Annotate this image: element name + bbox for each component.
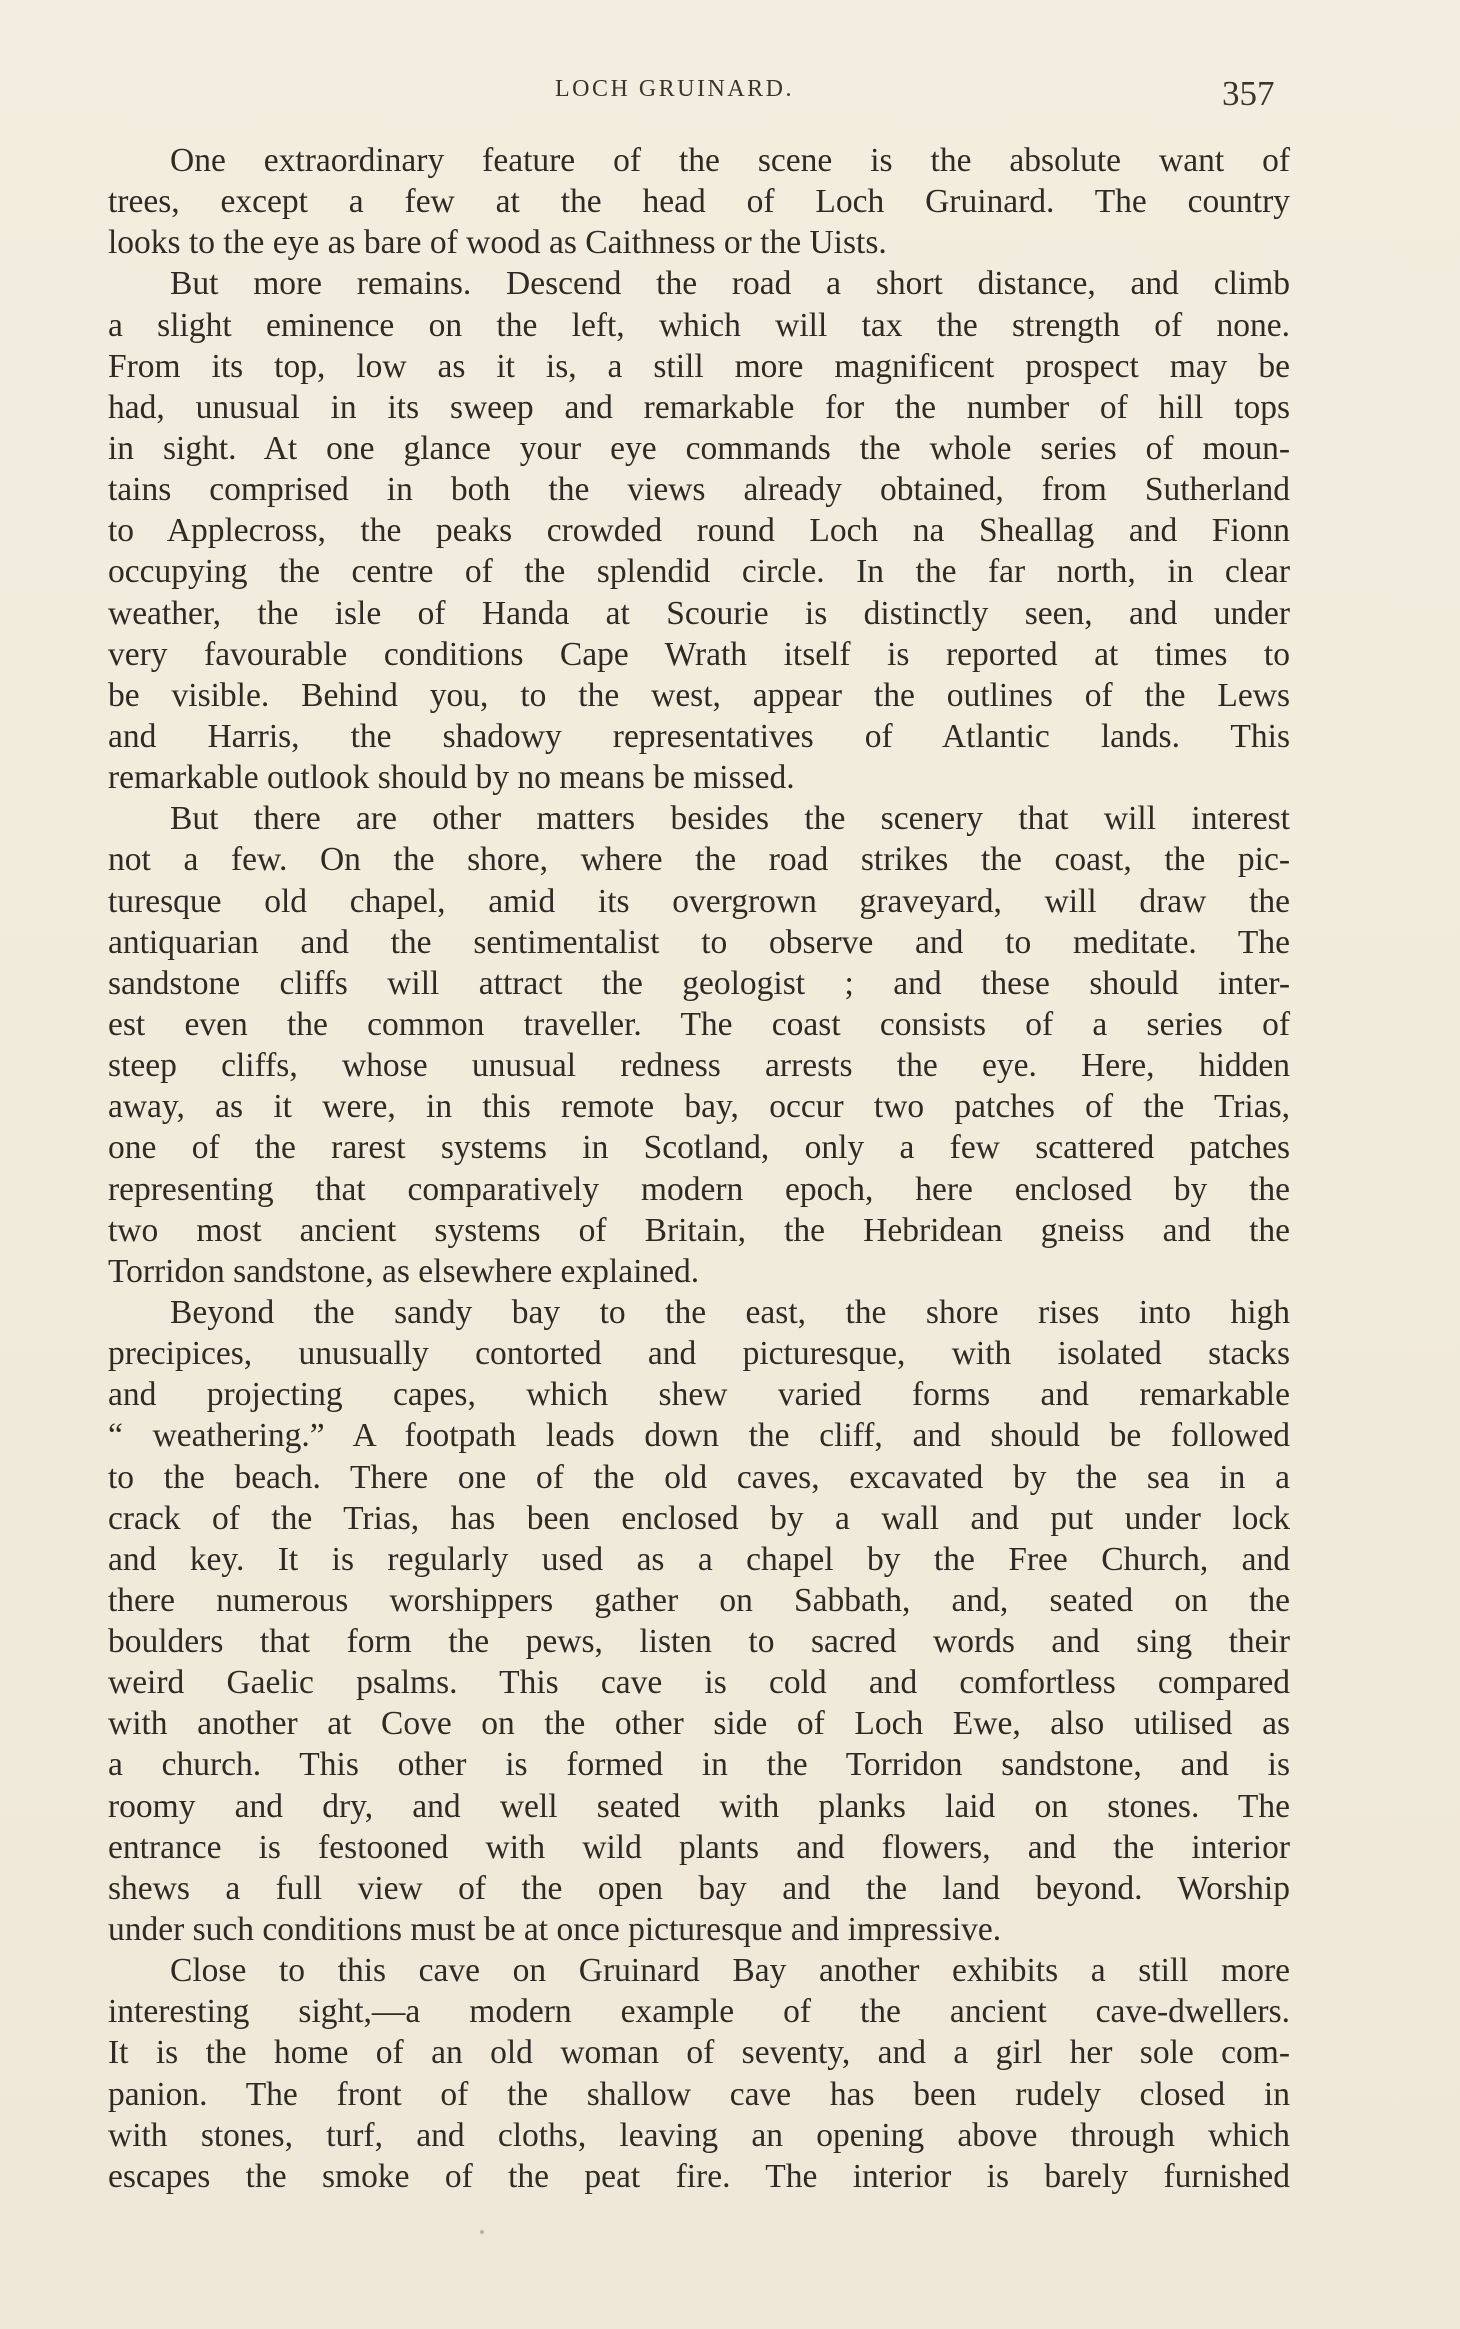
text-line: under such conditions must be at once picturesque and impressive. [108,1911,1002,1949]
text-line: and key. It is regularly used as a chapel by the Free Church, and [108,1540,1290,1578]
text-line: crack of the Trias, has been enclosed by a wall and put under lock [108,1499,1290,1537]
text-line: in sight. At one glance your eye commands the whole series of moun- [108,429,1290,467]
text-line: with another at Cove on the other side of Loch Ewe, also utilised as [108,1705,1290,1743]
text-line: antiquarian and the sentimentalist to observe and to meditate. The [108,923,1290,961]
page-number: 357 [1222,74,1275,113]
text-line: sandstone cliffs will attract the geologist ; and these should inter- [108,964,1290,1002]
text-line: interesting sight,—a modern example of the ancient cave-dwellers. [108,1993,1290,2031]
text-line: roomy and dry, and well seated with planks laid on stones. The [108,1787,1290,1825]
text-line: escapes the smoke of the peat fire. The interior is barely furnished [108,2157,1290,2195]
text-line: and Harris, the shadowy representatives of Atlantic lands. This [108,717,1290,755]
text-line: entrance is festooned with wild plants and flowers, and the interior [108,1828,1290,1866]
running-head [0,74,1460,114]
text-line: to Applecross, the peaks crowded round Loch na Sheallag and Fionn [108,512,1290,550]
text-line: boulders that form the pews, listen to sacred words and sing their [108,1623,1290,1661]
text-line: and projecting capes, which shew varied forms and remarkable [108,1376,1290,1414]
text-line: But more remains. Descend the road a short distance, and climb [170,265,1290,303]
text-line: weird Gaelic psalms. This cave is cold and comfortless compared [108,1664,1290,1702]
text-line: very favourable conditions Cape Wrath itself is reported at times to [108,635,1290,673]
text-line: It is the home of an old woman of seventy, and a girl her sole com- [108,2034,1290,2072]
text-line: trees, except a few at the head of Loch Gruinard. The country [108,183,1290,221]
text-line: be visible. Behind you, to the west, appear the outlines of the Lews [108,676,1290,714]
text-line: had, unusual in its sweep and remarkable for the number of hill tops [108,388,1290,426]
text-line: turesque old chapel, amid its overgrown graveyard, will draw the [108,882,1290,920]
text-line: remarkable outlook should by no means be missed. [108,759,795,797]
text-line: Torridon sandstone, as elsewhere explained. [108,1252,700,1290]
text-line: est even the common traveller. The coast consists of a series of [108,1005,1290,1043]
text-line: a slight eminence on the left, which will tax the strength of none. [108,306,1290,344]
text-line: not a few. On the shore, where the road strikes the coast, the pic- [108,841,1290,879]
text-line: shews a full view of the open bay and the land beyond. Worship [108,1869,1290,1907]
text-line: tains comprised in both the views already obtained, from Sutherland [108,471,1290,509]
text-line: there numerous worshippers gather on Sabbath, and, seated on the [108,1581,1290,1619]
text-line: one of the rarest systems in Scotland, only a few scattered patches [108,1129,1290,1167]
text-line: weather, the isle of Handa at Scourie is distinctly seen, and under [108,594,1290,632]
text-line: two most ancient systems of Britain, the Hebridean gneiss and the [108,1211,1290,1249]
text-line: panion. The front of the shallow cave has been rudely closed in [108,2075,1290,2113]
text-line: a church. This other is formed in the Torridon sandstone, and is [108,1746,1290,1784]
text-line: From its top, low as it is, a still more magnificent prospect may be [108,347,1290,385]
text-line: looks to the eye as bare of wood as Caithness or the Uists. [108,224,887,262]
text-line: Beyond the sandy bay to the east, the shore rises into high [170,1293,1290,1331]
text-line: occupying the centre of the splendid circle. In the far north, in clear [108,553,1290,591]
text-line: precipices, unusually contorted and picturesque, with isolated stacks [108,1335,1290,1373]
running-title: LOCH GRUINARD. [555,76,794,102]
text-line: to the beach. There one of the old caves, excavated by the sea in a [108,1458,1290,1496]
text-line: “ weathering.” A footpath leads down the cliff, and should be followed [108,1417,1290,1455]
text-line: One extraordinary feature of the scene is the absolute want of [170,142,1290,179]
text-line: representing that comparatively modern epoch, here enclosed by the [108,1170,1290,1208]
text-line: Close to this cave on Gruinard Bay another exhibits a still more [170,1952,1290,1990]
text-line: away, as it were, in this remote bay, occur two patches of the Trias, [108,1088,1290,1126]
text-line: steep cliffs, whose unusual redness arrests the eye. Here, hidden [108,1047,1290,1085]
text-line: But there are other matters besides the scenery that will interest [170,800,1290,838]
text-line: with stones, turf, and cloths, leaving an opening above through which [108,2116,1290,2154]
body-text [108,140,1290,2197]
paper-speck [480,2230,484,2234]
